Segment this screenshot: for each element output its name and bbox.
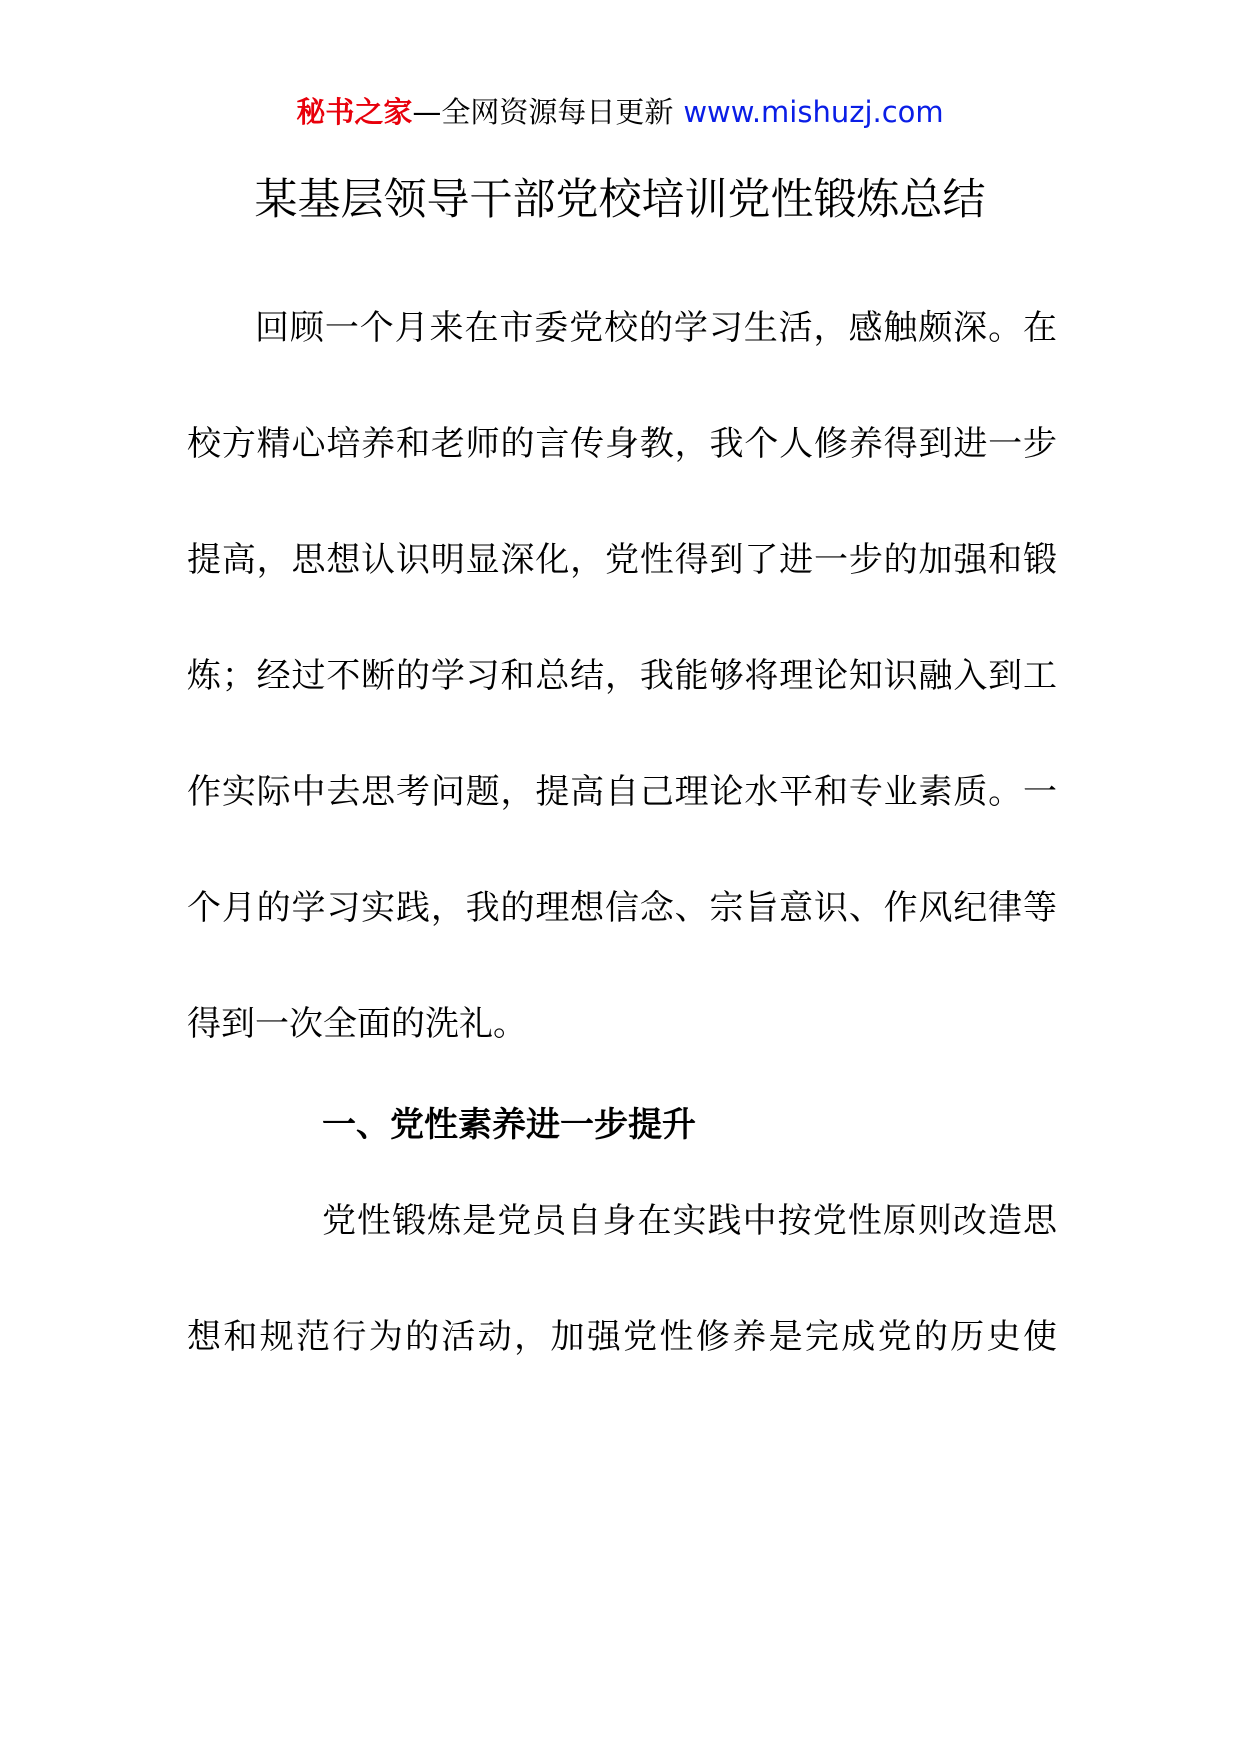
intro-line-1: 回顾一个月来在市委党校的学习生活，感触颇深。在	[255, 308, 1057, 348]
intro-line-5: 作实际中去思考问题，提高自己理论水平和专业素质。一	[187, 772, 1057, 812]
intro-line-3: 提高，思想认识明显深化，党性得到了进一步的加强和锻	[187, 540, 1057, 580]
section1-line-1: 党性锻炼是党员自身在实践中按党性原则改造思	[322, 1201, 1057, 1241]
site-tagline: —全网资源每日更新	[412, 95, 674, 129]
intro-line-2: 校方精心培养和老师的言传身教，我个人修养得到进一步	[187, 424, 1057, 464]
section-heading-1: 一、党性素养进一步提升	[322, 1105, 696, 1145]
document-title: 某基层领导干部党校培训党性锻炼总结	[254, 175, 986, 225]
intro-line-7: 得到一次全面的洗礼。	[187, 1004, 527, 1044]
intro-line-4: 炼；经过不断的学习和总结，我能够将理论知识融入到工	[187, 656, 1057, 696]
intro-line-6: 个月的学习实践，我的理想信念、宗旨意识、作风纪律等	[187, 888, 1057, 928]
site-url-link[interactable]: www.mishuzj.com	[683, 95, 944, 129]
section1-line-2: 想和规范行为的活动，加强党性修养是完成党的历史使	[187, 1317, 1057, 1357]
site-brand: 秘书之家	[296, 95, 413, 129]
site-header	[0, 92, 1240, 132]
